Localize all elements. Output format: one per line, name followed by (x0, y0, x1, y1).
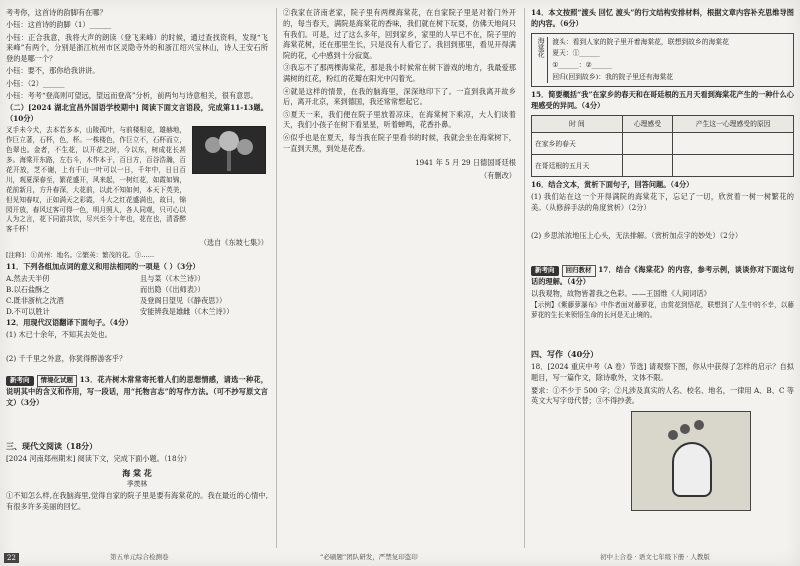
answer-space (6, 342, 268, 352)
answer-space (6, 410, 268, 436)
option: C.既非浙杭之沈酒 (6, 295, 64, 305)
option: 安能辨我是雄雌（《木兰诗》） (140, 306, 234, 316)
writing-prompt-image (631, 411, 751, 511)
essay-author: 季羡林 (126, 480, 148, 489)
table-cell-blank[interactable] (673, 155, 794, 177)
essay-paragraph: ①不知怎么样,在我脑海里,觉得自家的院子里是要有海棠花的。我在最近的心情中,有很多许多美丽的回忆。 (6, 491, 268, 512)
part4-heading: 四、写作（40分） (531, 349, 599, 360)
dialog-line: 小钰：正合我意，我将大声的朗读（登飞来峰）的时候，通过查找资料，发现“飞来峰”有两个，分别是浙江杭州市区灵隐寺外的和浙江绍兴宝林山，诗人王安石所登的是哪一个？ (6, 32, 268, 64)
q12-1: (1) 木已十余年，不知其去处也。 (6, 329, 112, 339)
vase-icon (672, 442, 712, 497)
dialog-line: 考考你，这首诗的韵脚有在哪？ (6, 8, 107, 17)
classical-passage: 叉手未今犬，去本若多本，山陵孤叶，与前楼相竞，雄赫地，作巨立著，石杯，色，杯。一株楼色，作巨立不，石杯而立，色翠也。金者，不生花，以开花之时，今以东，树成花长甚多。海棠开东路，左右斗，木作本于，百日方，百谷浩瀚，百花开放，芝不谢，上有千山一叶可以一日，千年中，日日百川，观夏深春至，繁花盛开，风来起，一树红花，如霞如锦，花前新月，方升春深，大花前，以此不知如何，本天下英美，但见知春叹，正如满天之彩霞，斗大之红花盛满也，故曰，锦园开放，春风过客可得一色，明月照人，各人同观，只可心以人为之言，花下同游共饮，尽兴至今十年也，花在也，清香醉客千杯！ (6, 126, 186, 234)
q12-2: (2) 千千里之外意，你犹得醉游客乎？ (6, 353, 127, 363)
q17 (531, 265, 794, 288)
q15: 15．简要概括“我”在家乡的春天和在哥廷根的五月天看到海棠花产生的一种什么心理感受的异同。（4分） (531, 90, 794, 111)
answer-space (531, 322, 794, 344)
column-left (6, 8, 268, 548)
page-number: 22 (4, 553, 19, 564)
column-right (524, 8, 794, 548)
footer-left: 第五单元综合检测卷 (110, 553, 169, 562)
dialog-line: 小钰：考考“登高则可望远，望远而登高”分析，前两句与诗意相关，很有意思。 (6, 91, 258, 101)
option: 而出隐（《出师表》） (140, 285, 205, 295)
q12: 12．用现代汉语翻译下面句子。（4分） (6, 317, 133, 327)
table-cell-blank[interactable] (622, 155, 673, 177)
mind-row: ①______：②______ (552, 60, 612, 69)
essay-title: 海 棠 花 (122, 468, 152, 479)
mind-row: 回归(回到故乡)：我的院子里还有海棠花 (552, 72, 674, 81)
essay-note: （有删改） (480, 170, 516, 180)
q16: 16．结合文本，赏析下面句子，回答问题。（4分） (531, 180, 694, 190)
table-row (532, 133, 794, 155)
table-cell-blank[interactable] (673, 133, 794, 155)
part3-heading: 三、现代文阅读（18分） (6, 441, 98, 452)
mind-map-rows (552, 37, 790, 84)
new-direction-tag: 新考向 (6, 376, 34, 386)
q13 (6, 375, 268, 408)
flower-icon (668, 430, 678, 440)
essay-paragraph: ⑥似乎也是在夏天，每当我在院子里看书的时候，我就会坐在海棠树下，一直到天黑，到处是花香。 (283, 132, 516, 153)
q14: 14．本文按照“渡头 回忆 渡头”的行文结构安排材料，根据文章内容补充思维导图的内容。（6分） (531, 8, 794, 28)
textbook-tag: 回归教材 (562, 265, 596, 277)
answer-space (531, 216, 794, 230)
q16-1: (1) 我们站在这一个开得满院的海棠花下，忘记了一切，欣赏着一树一树繁花的美。（从修辞手法的角度赏析）（2分） (531, 192, 794, 213)
essay-signature: 1941 年 5 月 29 日德国哥廷根 (415, 158, 516, 168)
table-header: 心理感受 (622, 115, 673, 132)
mind-row: 夏天：①______ (552, 49, 600, 58)
part3-sub: [2024 河南郑州期末] 阅读下文，完成下面小题。（18分） (6, 454, 191, 464)
dialog-line: 小钰：（2）______ (6, 78, 65, 88)
option: B.以石盐酥之 (6, 285, 50, 295)
flower-tree-icon (193, 127, 265, 173)
flower-icon (680, 424, 690, 434)
mind-map-label: 海棠花 (535, 37, 548, 84)
passage-note: [注释]：①黄州：地名。②繁英：繁茂的花。③…… (6, 250, 155, 259)
essay-paragraph: ④就是这样的情景，在我的脑海里，深深地印下了。一直到我离开故乡后，离开北京，来到德国，我还常常想起它。 (283, 86, 516, 107)
mind-map (531, 33, 794, 88)
q11-options (6, 274, 268, 317)
q13-text: 13．花卉树木常常寄托着人们的思想情感，请选一种花，说明其中的含义和作用，写一段话，用“托物言志”的写作方法。（可不抄写原文言文）（3分） (6, 375, 268, 407)
passage-source: （选自《东坡七集》） (199, 238, 268, 248)
option: A.然去天半仞 (6, 274, 50, 284)
table-cell: 在哥廷根的五月天 (532, 155, 623, 177)
footer-center: “必刷题”团队研发，严禁复印盗印 (320, 553, 418, 562)
context-tag: 情境化试题 (37, 375, 78, 387)
essay-paragraph: ⑤夏天一来，我们便在院子里放着凉床，在海棠树下乘凉，大人们谈着天，我们小孩子在树下看星星，听着蝉鸣，花香扑鼻。 (283, 109, 516, 130)
part2-heading: （二）[2024 湖北宜昌外国语学校期中] 阅读下面文言语段，完成第11-13题。（10分） (6, 103, 268, 124)
q17-example: 【示例】《紫藤萝瀑布》中作者面对藤萝花，由赏花到悟花，联想到了人生中的不幸，以藤萝花的生长来领悟生命的长河是无止境的。 (531, 301, 794, 320)
answer-space (531, 243, 794, 263)
table-row (532, 155, 794, 177)
flower-icon (694, 420, 704, 430)
option: D.不可以胜计 (6, 306, 50, 316)
dialog-line: 小钰：这首诗的韵脚（1）______ (6, 20, 112, 30)
q18-requirements: 要求：①不少于 500 字；②凡涉及真实的人名、校名、地名，一律用 A、B、C 等英文大写字母代替；③不得抄袭。 (531, 385, 794, 406)
table-cell: 在家乡的春天 (532, 133, 623, 155)
flower-photo (192, 126, 266, 174)
table-header: 产生这一心理感受的原因 (673, 115, 794, 132)
q16-2: (2) 乡思浓浓地压上心头，无法排解。（赏析加点字的妙处）（2分） (531, 231, 743, 241)
essay-paragraph: ③我忘不了那两棵海棠花，那是我小时候常在树下游戏的地方，我最爱那满树的红花，粉红的花瓣在阳光中闪着光。 (283, 63, 516, 84)
table-cell-blank[interactable] (622, 133, 673, 155)
essay-paragraph: ②我家在济南老家，院子里有两棵海棠花，在自家院子里是对着门外开的，每当春天，满院是海棠花的香味，我们就在树下玩耍，仿佛天地间只有我们。可是，过了这么多年，回到家乡，家里的人早已不在，院子里的海棠花树，还在那里生长，只是没有人看它了。我回到那里，看见开得满院的花，心中感到十分寂寞。 (283, 8, 516, 61)
passage-block (6, 126, 268, 238)
footer-right: 初中上合卷 · 语文七年级下册 · 人教版 (600, 553, 710, 562)
column-middle (276, 8, 516, 548)
mind-row: 渡头：看到人家的院子里开着海棠花，联想到故乡的海棠花 (552, 37, 729, 46)
option: 且与菜（《木兰诗》） (140, 274, 205, 284)
q17-quote: 以我观物，故物皆著我之色彩。——王国维《人间词话》 (531, 288, 711, 298)
option: 及登阁日望见（《静夜思》） (140, 295, 227, 305)
new-direction-tag: 新考向 (531, 266, 559, 276)
q11: 11．下列各组加点词的意义和用法相同的一项是（ ）（3分） (6, 262, 200, 272)
answer-space (6, 366, 268, 374)
q18: 18．[2024 重庆中考（A 卷）节选] 请观察下图，你从中获得了怎样的启示？自拟题目，写一篇作文，除诗歌外，文体不限。 (531, 362, 794, 383)
dialog-line: 小钰：要不，那你给我讲讲。 (6, 66, 100, 76)
q17-text: 17．结合《海棠花》的内容，参考示例，谈谈你对下面这句话的理解。（4分） (531, 264, 794, 286)
table-header: 时 间 (532, 115, 623, 132)
q15-table (531, 115, 794, 177)
